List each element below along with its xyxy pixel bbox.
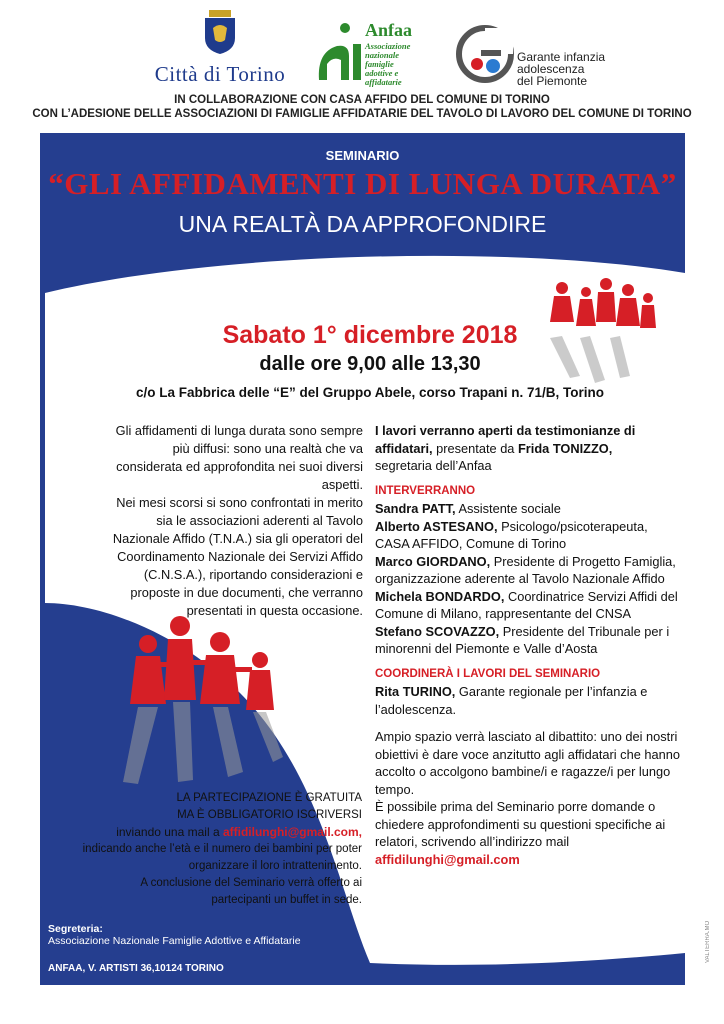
speaker-item [375,623,685,658]
family-illustration-small-icon [540,278,660,388]
speaker-item [375,518,685,553]
speaker-item [375,588,685,623]
garante-line: Garante infanzia [517,50,606,64]
coordinator-name: Rita TURINO, [375,684,456,699]
secretariat-info [48,924,308,947]
opening-name: Frida TONIZZO, [517,440,613,456]
participation-line-1: LA PARTECIPAZIONE È GRATUITA [176,792,362,804]
collab-line-2: CON L’ADESIONE DELLE ASSOCIAZIONI DI FAMIGLIE AFFIDATARIE DEL TAVOLO DI LAVORO DEL COMUNE DI TORINO [32,108,692,120]
speaker-item [375,500,685,518]
participation-mail [80,824,362,841]
speaker-role: Psicologo/psicoterapeuta, CASA AFFIDO, Comune di Torino [375,518,648,551]
opening-rest: presentate da [432,440,518,456]
participation-details: indicando anche l’età e il numero dei bambini per poter organizzare il loro intrattenimento. [82,843,362,872]
anfaa-logo-icon [315,22,365,84]
debate-paragraph: Ampio spazio verrà lasciato al dibattito: uno dei nostri obiettivi è dare voce anzitutto agli affidatari che hanno accolto o accolgono bambine/i e ragazze/i per lungo tempo. [375,729,680,797]
speaker-role: Presidente di Progetto Famiglia, organizzazione aderente al Tavolo Nazionale Affido [375,553,676,586]
questions-text: È possibile prima del Seminario porre domande o chiedere approfondimenti su questioni specifiche ai relatori, scrivendo all’indirizzo mail [375,799,666,849]
anfaa-sub-line: nazionale [365,50,400,60]
citta-di-torino-logo [140,10,300,90]
coordinator-role: Garante regionale per l’infanzia e l’adolescenza. [375,684,648,717]
anfaa-sub-line: famiglie [365,59,394,69]
interverranno-header: INTERVERRANNO [375,484,476,497]
torino-crest-icon [203,10,237,54]
event-time: dalle ore 9,00 alle 13,30 [259,353,481,375]
contact-email-link[interactable]: affidilunghi@gmail.com [375,851,520,867]
event-subtitle: UNA REALTÀ DA APPROFONDIRE [178,211,547,237]
participation-info [80,790,362,909]
opening-bold: I lavori verranno aperti da testimonianze di affidatari, [375,423,636,456]
event-title: “GLI AFFIDAMENTI DI LUNGA DURATA” [48,166,677,201]
event-date: Sabato 1° dicembre 2018 [222,321,518,349]
speaker-name: Sandra PATT, [375,501,456,516]
anfaa-sub-line: adottive e [365,68,399,78]
garante-logo-icon [455,22,515,84]
speaker-role: Assistente sociale [455,501,561,516]
questions-paragraph [375,798,685,868]
intro-paragraph-2: Nei mesi scorsi si sono confrontati in merito sia le associazioni aderenti al Tavolo Nazionale Affido (T.N.A.) sia gli operatori del Coordinamento Nazionale dei Servizi Affido (C.N.S.A.), riportando considerazioni e proposte in due documenti, che verranno presentati in questa occasione. [112,495,363,618]
garante-line: adolescenza [517,62,585,76]
speaker-role: Coordinatrice Servizi Affidi del Comune di Milano, rappresentante del CNSA [375,588,678,621]
collaboration-text [0,93,724,121]
secretariat-org: Associazione Nazionale Famiglie Adottive e Affidatarie [48,934,301,947]
speaker-role: Presidente del Tribunale per i minorenni del Piemonte e Valle d’Aosta [375,623,670,656]
torino-name: Città di Torino [154,62,286,86]
garante-line: del Piemonte [517,74,588,88]
coordinator-item [375,683,685,718]
participation-buffet: A conclusione del Seminario verrà offerto ai partecipanti un buffet in sede. [140,877,362,906]
seminario-label: SEMINARIO [325,148,400,163]
speaker-name: Stefano SCOVAZZO, [375,623,500,639]
speaker-name: Alberto ASTESANO, [375,518,498,534]
anfaa-subtitle [365,42,435,87]
intro-text [108,422,363,620]
family-illustration-large-icon [118,612,288,787]
program-text [375,422,685,868]
participation-line-2: MA È OBBLIGATORIO ISCRIVERSI [177,809,362,821]
opening-role: segretaria dell’Anfaa [375,458,492,473]
garante-name [517,51,637,87]
registration-email-link[interactable]: affidilunghi@gmail.com, [222,825,362,839]
secretariat-label: Segreteria: [48,923,103,935]
collab-line-1: IN COLLABORAZIONE CON CASA AFFIDO DEL COMUNE DI TORINO [174,94,550,106]
intro-paragraph-1: Gli affidamenti di lunga durata sono sempre più diffusi: sono una realtà che va considerata ed approfondita nei suoi diversi aspetti. [115,423,363,492]
participation-mail-text: inviando una mail a [116,825,223,839]
anfaa-name: Anfaa [365,20,413,40]
coordinatore-header: COORDINERÀ I LAVORI DEL SEMINARIO [375,667,601,680]
event-place: c/o La Fabbrica delle “E” del Gruppo Abele, corso Trapani n. 71/B, Torino [135,385,605,400]
secretariat-address: ANFAA, V. ARTISTI 36,10124 TORINO [48,963,224,974]
speaker-name: Michela BONDARDO, [375,588,505,604]
anfaa-sub-line: Associazione [365,41,411,51]
opening-paragraph [375,422,685,475]
anfaa-sub-line: affidatarie [365,77,402,87]
speaker-name: Marco GIORDANO, [375,553,491,569]
speaker-item [375,553,685,588]
print-credit: VALTERRA.MO [705,920,711,963]
